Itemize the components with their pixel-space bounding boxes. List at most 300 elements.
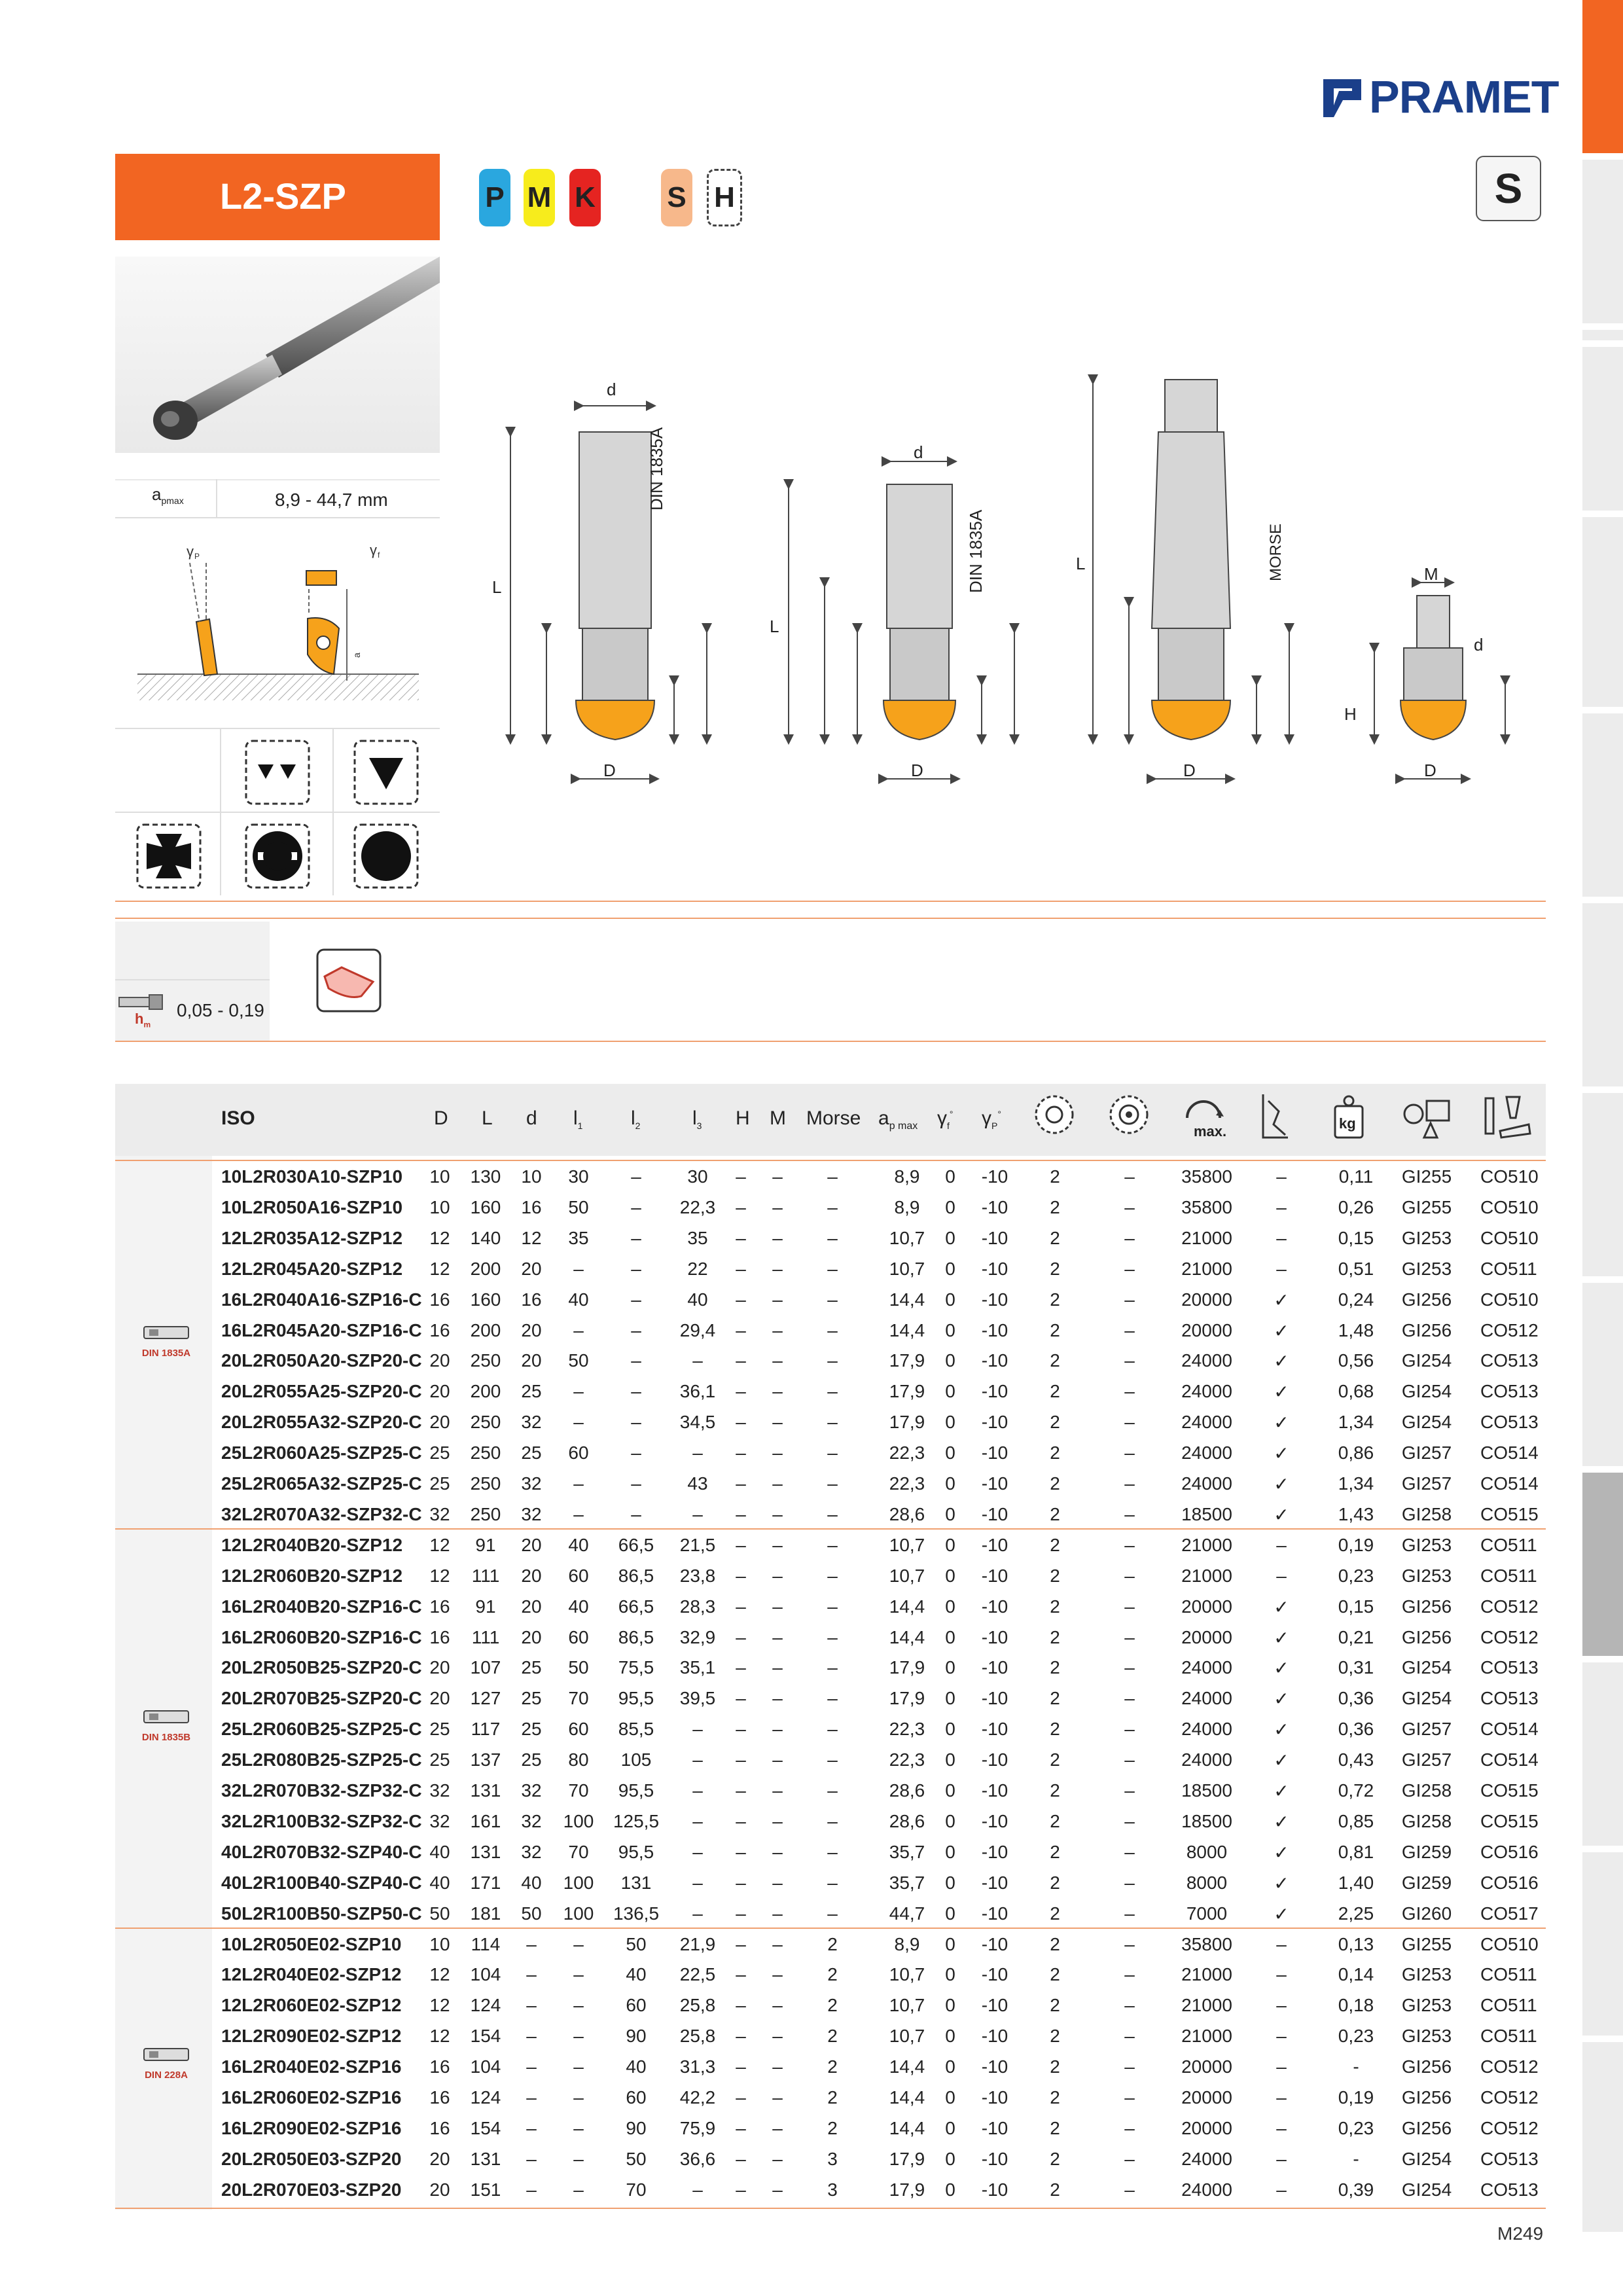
svg-text:a: a (351, 653, 362, 658)
table-cell: – (631, 1258, 641, 1279)
table-cell: – (827, 1227, 838, 1248)
table-cell: – (1276, 1166, 1287, 1187)
table-cell: – (772, 1166, 783, 1187)
table-cell: – (827, 1289, 838, 1310)
table-cell: CO510 (1480, 1289, 1539, 1310)
hm-label: $h_m$ (135, 1011, 151, 1030)
table-cell: 14,4 (889, 1289, 925, 1310)
table-cell: ✓ (1274, 1719, 1289, 1740)
table-cell: 2 (1050, 2026, 1060, 2047)
table-cell: 0 (945, 1166, 955, 1187)
table-cell: ✓ (1274, 1596, 1289, 1617)
table-cell: 14,4 (889, 1319, 925, 1340)
table-cell: 0 (945, 1319, 955, 1340)
table-cell: – (827, 1443, 838, 1463)
table-cell: – (1124, 1596, 1135, 1617)
table-cell: 2 (1050, 2117, 1060, 2138)
table-cell: -10 (981, 1258, 1008, 1279)
table-cell: 20 (429, 2179, 450, 2200)
divider (220, 728, 221, 895)
table-cell: 35,7 (889, 1872, 925, 1893)
table-cell: -10 (981, 1565, 1008, 1586)
divider (115, 979, 270, 980)
table-cell: – (827, 1749, 838, 1770)
table-cell: 21000 (1181, 1258, 1232, 1279)
table-cell: 85,5 (618, 1719, 654, 1740)
table-row[interactable] (0, 1807, 1623, 1838)
table-cell: 127 (470, 1688, 501, 1709)
table-cell: 10,7 (889, 1534, 925, 1555)
table-cell: 12 (429, 1227, 450, 1248)
table-cell: – (1124, 1227, 1135, 1248)
table-cell: – (692, 1903, 703, 1924)
iso-code: 20L2R055A25-SZP20-C (221, 1381, 422, 1402)
table-cell: -10 (981, 1227, 1008, 1248)
table-cell: – (736, 1319, 746, 1340)
brand-name: PRAMET (1369, 71, 1559, 122)
iso-code: 40L2R100B40-SZP40-C (221, 1872, 422, 1893)
table-cell: – (526, 2087, 537, 2108)
table-cell: GI256 (1401, 1596, 1452, 1617)
table-cell: 14,4 (889, 2087, 925, 2108)
table-cell: – (772, 1534, 783, 1555)
table-cell: 2 (827, 1995, 838, 2016)
table-cell: CO512 (1480, 1596, 1539, 1617)
table-cell: -10 (981, 2026, 1008, 2047)
table-cell: 24000 (1181, 1473, 1232, 1494)
table-cell: 0 (945, 1227, 955, 1248)
table-cell: 25 (521, 1749, 542, 1770)
edge-tab[interactable] (1582, 2042, 1623, 2232)
table-cell: GI258 (1401, 1503, 1452, 1524)
table-row[interactable] (0, 1439, 1623, 1469)
table-cell: 50 (521, 1903, 542, 1924)
table-cell: – (736, 1565, 746, 1586)
table-cell: 3 (827, 2179, 838, 2200)
table-cell: – (772, 2179, 783, 2200)
table-cell: ✓ (1274, 1658, 1289, 1679)
table-cell: – (827, 1565, 838, 1586)
table-cell: 0,39 (1338, 2179, 1374, 2200)
table-row[interactable] (0, 1776, 1623, 1807)
table-cell: CO512 (1480, 2087, 1539, 2108)
table-cell: – (736, 2056, 746, 2077)
material-p: P (479, 169, 510, 226)
din-1835a-label: DIN 1835A (647, 427, 666, 511)
table-cell: – (736, 1443, 746, 1463)
table-cell: – (631, 1227, 641, 1248)
table-cell: – (827, 1810, 838, 1831)
col-l3: $l_3$ (692, 1107, 702, 1131)
table-cell: 28,6 (889, 1810, 925, 1831)
table-cell: GI253 (1401, 1995, 1452, 2016)
table-cell: 42,2 (679, 2087, 716, 2108)
table-row[interactable] (0, 2053, 1623, 2083)
table-row[interactable] (0, 1746, 1623, 1776)
table-cell: 40 (568, 1534, 589, 1555)
group-separator (115, 1928, 1546, 1929)
table-cell: ✓ (1274, 1627, 1289, 1648)
edge-tab[interactable] (1582, 713, 1623, 897)
table-cell: – (772, 1350, 783, 1371)
table-cell: 2 (1050, 2179, 1060, 2200)
table-row[interactable] (0, 1562, 1623, 1592)
iso-code: 25L2R080B25-SZP25-C (221, 1749, 422, 1770)
table-cell: – (736, 1657, 746, 1678)
table-cell: 25 (521, 1443, 542, 1463)
table-cell: 2 (1050, 1810, 1060, 1831)
table-cell: 30 (568, 1166, 589, 1187)
table-cell: 24000 (1181, 1381, 1232, 1402)
table-cell: 8,9 (894, 1196, 920, 1217)
iso-code: 32L2R070A32-SZP32-C (221, 1503, 422, 1524)
col-m: M (770, 1107, 786, 1129)
table-cell: GI256 (1401, 1319, 1452, 1340)
table-cell: 0 (945, 1196, 955, 1217)
table-cell: – (827, 1534, 838, 1555)
table-cell: ✓ (1274, 1811, 1289, 1832)
iso-code: 16L2R040B20-SZP16-C (221, 1596, 422, 1617)
circle-slot-icon (243, 822, 312, 890)
col-l: L (482, 1107, 493, 1129)
table-cell: – (631, 1443, 641, 1463)
table-row[interactable] (0, 1684, 1623, 1715)
edge-tab[interactable] (1582, 1662, 1623, 1846)
table-cell: -10 (981, 2117, 1008, 2138)
double-triangle-icon (243, 738, 312, 806)
table-row[interactable] (0, 1316, 1623, 1347)
edge-tab[interactable] (1582, 903, 1623, 1086)
table-cell: 14,4 (889, 1626, 925, 1647)
table-cell: GI254 (1401, 2179, 1452, 2200)
table-left-band (115, 1156, 212, 2210)
divider (115, 517, 440, 518)
table-cell: 21000 (1181, 1227, 1232, 1248)
table-cell: 12 (429, 2026, 450, 2047)
iso-code: 50L2R100B50-SZP50-C (221, 1903, 422, 1924)
table-cell: 0,15 (1338, 1596, 1374, 1617)
table-cell: – (631, 1503, 641, 1524)
edge-tab[interactable] (1582, 1283, 1623, 1466)
table-cell: CO513 (1480, 1657, 1539, 1678)
table-cell: 35 (568, 1227, 589, 1248)
table-cell: 25 (521, 1719, 542, 1740)
table-cell: – (772, 1503, 783, 1524)
table-row[interactable] (0, 1224, 1623, 1255)
col-apmax: $a_{p max}$ (878, 1107, 918, 1132)
table-cell: 32 (429, 1780, 450, 1801)
shank-type-label: DIN 1835B (141, 1731, 191, 1743)
iso-code: 12L2R045A20-SZP12 (221, 1258, 403, 1279)
table-row[interactable] (0, 2083, 1623, 2114)
table-row[interactable] (0, 1285, 1623, 1316)
table-cell: 32 (521, 1780, 542, 1801)
table-row[interactable] (0, 2114, 1623, 2145)
table-row[interactable] (0, 2022, 1623, 2053)
table-cell: – (736, 1841, 746, 1862)
table-cell: – (1124, 1872, 1135, 1893)
table-cell: 0,23 (1338, 2117, 1374, 2138)
table-row[interactable] (0, 1500, 1623, 1531)
table-cell: – (772, 1810, 783, 1831)
table-cell: 40 (429, 1872, 450, 1893)
table-cell: CO513 (1480, 2148, 1539, 2169)
table-cell: -10 (981, 1626, 1008, 1647)
table-row[interactable] (0, 1653, 1623, 1684)
table-cell: 0 (945, 2148, 955, 2169)
table-cell: 2 (1050, 1227, 1060, 1248)
table-cell: ✓ (1274, 1504, 1289, 1525)
table-cell: 2 (1050, 1565, 1060, 1586)
table-cell: 104 (470, 1964, 501, 1985)
table-cell: 24000 (1181, 1657, 1232, 1678)
table-cell: 200 (470, 1381, 501, 1402)
iso-code: 16L2R090E02-SZP16 (221, 2117, 402, 2138)
iso-code: 12L2R060B20-SZP12 (221, 1565, 403, 1586)
table-cell: – (526, 2056, 537, 2077)
table-cell: 21,9 (679, 1933, 716, 1954)
table-cell: 0 (945, 1780, 955, 1801)
table-row[interactable] (0, 1193, 1623, 1224)
table-cell: 22,3 (889, 1749, 925, 1770)
table-cell: 2 (1050, 1780, 1060, 1801)
table-cell: – (736, 1503, 746, 1524)
divider (115, 479, 440, 480)
table-cell: – (573, 1258, 584, 1279)
col-gamma-p: $\gamma_P^\circ$ (982, 1107, 1001, 1131)
table-cell: 2 (827, 2056, 838, 2077)
table-row[interactable] (0, 1715, 1623, 1746)
table-cell: 21000 (1181, 2026, 1232, 2047)
table-cell: -10 (981, 1503, 1008, 1524)
table-cell: ✓ (1274, 1842, 1289, 1863)
table-cell: – (573, 1995, 584, 2016)
table-cell: – (692, 1350, 703, 1371)
table-cell: ✓ (1274, 1689, 1289, 1710)
table-row[interactable] (0, 2176, 1623, 2206)
table-cell: – (1276, 2148, 1287, 2169)
table-cell: 12 (429, 1258, 450, 1279)
table-cell: – (1276, 2056, 1287, 2077)
table-row[interactable] (0, 1162, 1623, 1193)
table-bottom-line (115, 2208, 1546, 2209)
table-cell: – (1124, 1166, 1135, 1187)
table-cell: 160 (470, 1196, 501, 1217)
category-badge: S (1476, 156, 1541, 221)
table-cell: GI260 (1401, 1903, 1452, 1924)
edge-tab[interactable] (1582, 1852, 1623, 2036)
col-iso: ISO (221, 1107, 255, 1129)
table-cell: – (827, 1473, 838, 1494)
table-cell: 20000 (1181, 2056, 1232, 2077)
table-cell: 8000 (1186, 1841, 1228, 1862)
table-cell: – (1276, 2117, 1287, 2138)
table-cell: 136,5 (613, 1903, 660, 1924)
table-cell: – (1276, 2026, 1287, 2047)
table-cell: -10 (981, 1810, 1008, 1831)
table-cell: – (1276, 1534, 1287, 1555)
table-row[interactable] (0, 1960, 1623, 1991)
table-cell: 0,23 (1338, 1565, 1374, 1586)
table-cell: 2 (1050, 2056, 1060, 2077)
table-cell: 22,3 (889, 1719, 925, 1740)
table-cell: – (736, 1719, 746, 1740)
table-cell: 36,6 (679, 2148, 716, 2169)
table-cell: – (1124, 1381, 1135, 1402)
table-cell: – (1124, 2087, 1135, 2108)
table-cell: CO511 (1480, 1995, 1537, 2016)
table-cell: – (526, 2179, 537, 2200)
table-cell: 20 (521, 1534, 542, 1555)
table-row[interactable] (0, 1623, 1623, 1654)
table-cell: 10 (429, 1166, 450, 1187)
table-cell: – (736, 1381, 746, 1402)
table-cell: 0,51 (1338, 1258, 1374, 1279)
shank-type-label: DIN 228A (145, 2069, 188, 2081)
table-cell: 60 (568, 1719, 589, 1740)
table-cell: 20 (429, 2148, 450, 2169)
table-cell: 100 (563, 1872, 594, 1893)
edge-tab[interactable] (1582, 347, 1623, 511)
table-cell: 24000 (1181, 1350, 1232, 1371)
table-cell: 32 (521, 1412, 542, 1433)
product-photo (115, 257, 440, 453)
table-cell: 0,85 (1338, 1810, 1374, 1831)
table-cell: – (1124, 1350, 1135, 1371)
table-cell: – (631, 1289, 641, 1310)
table-row[interactable] (0, 1469, 1623, 1500)
table-cell: 50 (626, 2148, 647, 2169)
table-cell: – (772, 1319, 783, 1340)
iso-code: 20L2R050B25-SZP20-C (221, 1657, 422, 1678)
table-cell: 151 (470, 2179, 501, 2200)
table-row[interactable] (0, 1869, 1623, 1899)
table-cell: 2 (827, 1933, 838, 1954)
table-cell: – (772, 1443, 783, 1463)
edge-tab[interactable] (1582, 1093, 1623, 1276)
table-cell: ✓ (1274, 1903, 1289, 1924)
table-cell: – (736, 1810, 746, 1831)
table-cell: 14,4 (889, 2117, 925, 2138)
table-row[interactable] (0, 1838, 1623, 1869)
table-cell: – (772, 1565, 783, 1586)
table-cell: 86,5 (618, 1626, 654, 1647)
table-cell: 250 (470, 1473, 501, 1494)
table-cell: – (573, 1503, 584, 1524)
table-row[interactable] (0, 1592, 1623, 1623)
table-cell: -10 (981, 1657, 1008, 1678)
table-cell: GI257 (1401, 1443, 1452, 1463)
table-cell: – (573, 1412, 584, 1433)
table-cell: 2 (1050, 1473, 1060, 1494)
table-cell: 0,13 (1338, 1933, 1374, 1954)
table-cell: 14,4 (889, 2056, 925, 2077)
edge-tab-current[interactable] (1582, 1473, 1623, 1656)
table-cell: – (736, 2179, 746, 2200)
table-cell: 0 (945, 1810, 955, 1831)
divider (115, 1041, 1546, 1042)
edge-tab[interactable] (1582, 330, 1623, 340)
table-cell: – (1124, 1626, 1135, 1647)
table-cell: 21000 (1181, 1995, 1232, 2016)
table-cell: - (1353, 2056, 1359, 2077)
edge-tab-active[interactable] (1582, 0, 1623, 153)
table-cell: – (772, 1780, 783, 1801)
table-cell: 17,9 (889, 1657, 925, 1678)
table-row[interactable] (0, 1930, 1623, 1961)
table-cell: 250 (470, 1412, 501, 1433)
table-cell: 21000 (1181, 1534, 1232, 1555)
table-row[interactable] (0, 1255, 1623, 1285)
table-cell: 200 (470, 1319, 501, 1340)
din-1835a-label-2: DIN 1835A (966, 509, 986, 593)
table-cell: 2 (1050, 1964, 1060, 1985)
iso-code: 10L2R030A10-SZP10 (221, 1166, 403, 1187)
table-cell: CO514 (1480, 1719, 1539, 1740)
iso-code: 32L2R070B32-SZP32-C (221, 1780, 422, 1801)
table-cell: 50 (568, 1657, 589, 1678)
table-cell: ✓ (1274, 1289, 1289, 1310)
table-cell: 0,23 (1338, 2026, 1374, 2047)
table-cell: – (1124, 1565, 1135, 1586)
table-cell: 22,3 (889, 1473, 925, 1494)
col-h: H (736, 1107, 750, 1129)
table-cell: 0,24 (1338, 1289, 1374, 1310)
table-cell: 66,5 (618, 1596, 654, 1617)
table-cell: 10,7 (889, 1258, 925, 1279)
edge-tab[interactable] (1582, 517, 1623, 707)
iso-code: 20L2R070E03-SZP20 (221, 2179, 402, 2200)
table-cell: 1,48 (1338, 1319, 1374, 1340)
table-row[interactable] (0, 1899, 1623, 1930)
table-row[interactable] (0, 1991, 1623, 2022)
table-cell: – (827, 1503, 838, 1524)
table-cell: 36,1 (679, 1381, 716, 1402)
table-row[interactable] (0, 2145, 1623, 2176)
table-cell: 107 (470, 1657, 501, 1678)
table-row[interactable] (0, 1531, 1623, 1562)
table-cell: 35,7 (889, 1841, 925, 1862)
table-cell: – (827, 1780, 838, 1801)
table-cell: 2 (1050, 2148, 1060, 2169)
table-cell: 2 (1050, 1381, 1060, 1402)
table-cell: 0 (945, 1964, 955, 1985)
table-cell: 34,5 (679, 1412, 716, 1433)
table-cell: 16 (429, 1596, 450, 1617)
table-cell: 0 (945, 1749, 955, 1770)
table-cell: 130 (470, 1166, 501, 1187)
table-cell: – (573, 2056, 584, 2077)
table-cell: GI259 (1401, 1841, 1452, 1862)
weight-label: kg (1339, 1115, 1356, 1132)
table-cell: – (692, 1810, 703, 1831)
table-cell: – (772, 2026, 783, 2047)
table-row[interactable] (0, 1377, 1623, 1408)
table-cell: 25 (521, 1688, 542, 1709)
table-cell: – (1276, 1196, 1287, 1217)
table-cell: GI254 (1401, 1657, 1452, 1678)
table-cell: – (736, 1289, 746, 1310)
divider (115, 901, 1546, 902)
table-cell: 0 (945, 1626, 955, 1647)
table-cell: 0,14 (1338, 1964, 1374, 1985)
table-cell: – (692, 1749, 703, 1770)
table-row[interactable] (0, 1346, 1623, 1377)
table-row[interactable] (0, 1408, 1623, 1439)
table-cell: – (827, 1903, 838, 1924)
table-cell: 20000 (1181, 1319, 1232, 1340)
edge-tab[interactable] (1582, 160, 1623, 323)
